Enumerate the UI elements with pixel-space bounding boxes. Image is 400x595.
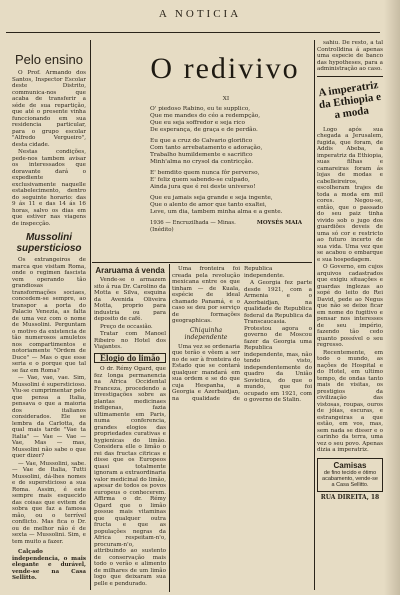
poem-line: Minh'alma no crysol da contricção. xyxy=(150,159,254,165)
poem-line: Que eu seja soffredor e seja rico xyxy=(150,120,246,126)
paragraph: sahiu. De resto, a tal Controlldina á apenas uma especie de banco das hypotheses, para a administração ao caso. xyxy=(317,40,383,72)
poem-date: 1936 — Encruzilhada — Minas. xyxy=(150,220,236,226)
paragraph: O dr. Rémy Ogard, que fez longa permanencia na Africa Occidental Franceza, procedendo a investigações sobre as plantas medicinaes indigenas, fazia ultimamente em Paris, numa conferencia, grandes elogios das propriedades curativas e hygienicas do limão. Considera elle o limão o rei das fructas citricas e disse que os Europeos quasi totalmente ignoram a extraordinaria valor medicinal do limão, apesar de todos os povos europeus o conhecerem. Affirma o dr. Rémy Ogard que o limão possue mais vitaminas que qualquer outra fructa e que as populações negras da Africa respeitam-n'o, procuram-n'o, attribuindo ao sustento de conservação mais todo o verão e alimento de milhares de um limão logo que deixaram sua pelle e pendurado. xyxy=(94,366,166,587)
paragraph: Os extrangeiros de marca que visitam Roma, onde o regimen fascista vem operando tão grandiosas transformações sociaes, concedem-se sempre, ao transpor a porta do Palacio Venezia, as falta de uma vez com o nome de Mussolini. Perguntam o motivo da existencia de tão numerosos amuletos nos compartimentos e notoriamente "Ordem de Duce" — Mas o que esse seria e o porque que tal se faz em Roma? xyxy=(12,257,86,374)
section-rule xyxy=(317,76,383,77)
paragraph: Logo após sua chegada a Jerusalem, fugida, que foram, de Addis Abeba, a imperatriz da Ethiopia, suas filhas e camareiras foram ás lojas de modas e cabelleireiros, escolheram trajes de toda a moda em mil cores. Negou-se, então, que o passado do seu paiz tinha vivido sob o jugo dos guardiões deveis de uma só cor e restricto ao futuro incerto de sua vida. Uma vez que se acabou o embarque e sua hospedagem. xyxy=(317,126,383,263)
paragraph: A Georgia fez parte desde 1921, com a Armenia e o Azerbaidjan, na qualidade de Republica federal da Republica da Transcaucasia. Protestou agora o governo de Moscou fazer da Georgia uma Republica independente, mas, não tendo visto, independentemente do quadro da União Sovietica, do que o mundo, que foi ocupado em 1921, com o governo de Stalin. xyxy=(244,280,312,403)
poem-stanza xyxy=(150,170,302,191)
poem-title: O redivivo xyxy=(150,52,300,85)
paragraph: O Prof. Armando dos Santos, Inspector Escolar deste Distrito, communica-nos que acaba de transferir a séde de sua repartição, que até o presente vinha funccionando em sua residencia particular, para o grupo escolar "Alfredo Vergueiro", desta cidade. xyxy=(12,70,86,148)
column-rule xyxy=(90,40,91,590)
column-rule xyxy=(169,264,170,592)
poem-line: Ainda jura que é rei deste universo! xyxy=(150,184,256,190)
paragraph: Tratar com Manoel Ribeiro no Hotel dos Viajantes. xyxy=(94,331,166,350)
poem-numeral: XI xyxy=(222,96,230,102)
poem-line: De esperança, de graça e de perdão. xyxy=(150,127,258,133)
poem-line: Que eu jamais seja grande e seja ingente, xyxy=(150,195,273,201)
paragraph: O Governo, em cujos arquivos cadastrados que exigiu situações e guardas inglezas ao sopé do leito do Rei David, pede ao Negus que não se deixe ficar em nome do fugitivo e pensar nos interesses de seu império, fazendo tão cedo quanto possível o seu regresso. xyxy=(317,264,383,348)
poem-block xyxy=(150,96,302,261)
poem-stanza xyxy=(150,195,302,216)
poem-line: Com tanto arrebatamento e adoração, xyxy=(150,145,263,151)
paragraph: Vende-se o armazem sito á rua Dr. Carolino da Motta e Silva, esquina da Avenida Oliveira Motta, proprio para industria ou para deposito de café. xyxy=(94,277,166,322)
article-title-mussolini: Mussolini supersticioso xyxy=(16,232,82,254)
article-title-limao: Elogio do limão xyxy=(94,353,166,364)
poem-stanza xyxy=(150,106,302,134)
paragraph: Recentemente, em todo o mundo, as nações de Hospital e do Hotel, em ultimo tempo, de ondas tanto mais de visitas, os prestigios da civilização das vistosas, roupas, ouros de jóias, escuras, e estrangeiras a que estão, em vos, mas, sem nada se disser e o carinho da terra, uma vez o seu povo. Apenas dizia a imperatriz. xyxy=(317,349,383,453)
poem-line: Eu que a cruz do Calvario glorifico xyxy=(150,138,253,144)
ad-line: a Casa Sellitto. xyxy=(331,482,369,489)
article-title-araruama: Araruama á venda xyxy=(95,266,165,275)
paragraph: — Vae, vae, vae. Sim, Mussolini é supersticioso. Viu-se cumprimentar pelo que pensa a Italia, pensava o que a maioria dos italianos considerados. Ele se lembra da Carlotta, da qual mais tarde "Vae ta Italia" — Vae — Vae — Vae, Mas — mas, Mussolini não sabe o que quer dizer? xyxy=(12,375,86,459)
ad-line: de fino tecido e ótimo acabamento, vende-se xyxy=(322,469,378,482)
poem-line: Trabalho humildemente e sacrifico xyxy=(150,152,253,158)
paragraph: Uma vez se ordenaria que terão e vêem a ser no de ser à fronteira do Estado que se contará qualquer mandará em sua ordem e se do que cuja Hespanha, a Georgia e Azerbaidjan, na qualidade de Republica independente. xyxy=(172,266,285,402)
poem-line: O' piedoso Rabino, eu te supplico, xyxy=(150,106,251,112)
masthead xyxy=(0,0,400,42)
right-column xyxy=(317,40,383,592)
ad-title: Camisas xyxy=(333,460,367,470)
article-title-imperatriz: A imperatriz da Ethiopia e a moda xyxy=(317,78,382,121)
poem-bottom-rule xyxy=(92,262,312,263)
poem-line: E' bemdito quem nunca fôr perverso, xyxy=(150,170,260,176)
left-column xyxy=(12,52,86,592)
paragraph: Preço de occasião. xyxy=(100,323,153,330)
column-rule xyxy=(314,40,315,590)
poem-stanza xyxy=(150,138,302,166)
poem-line: Leve, um dia, tambem minha alma e a gente. xyxy=(150,209,283,215)
poem-note: (Inédito) xyxy=(150,227,174,233)
poem-line: E' feliz quem sabendo-se culpado, xyxy=(150,177,250,183)
ad-address: RUA DIREITA, 18 xyxy=(320,493,380,501)
paragraph: Nestas condições, pede-nos tambem avisar os interessados que doravante dará o expediente exclusivamente naquelle estabelecimento, dentro do seguinte horario: das 9 ás 11 e das 14 ás 16 horas, salvo os dias em que estiver nas viagens de inspecção. xyxy=(12,149,86,227)
middle-right-column xyxy=(172,266,312,592)
poem-signature xyxy=(150,220,302,227)
article-title-ensino: Pelo ensino xyxy=(15,52,83,67)
poem-line: Que me mandes do céo a redempção, xyxy=(150,113,261,119)
masthead-rule xyxy=(6,32,380,33)
masthead-title: A NOTICIA xyxy=(158,8,242,20)
middle-column xyxy=(94,264,166,592)
paragraph: Uma fronteira foi creada pela revolução mexicana entre os que tinham — de Kuala, espécie de ideal chamado Panamá, e o caso se deu por serviço de formações geographicas. xyxy=(172,266,240,324)
poem-line: Que o alento de amor que tanto exaltei, xyxy=(150,202,267,208)
paragraph: — Vae, Mussolini, sabe. — Vae de Italia, Tutti Mussolini, dá-lhes nomes e de supersticioso a sua Roma. Assim, é este sempre mais esquecido das coisas que evitem de sobra que faz a famosa mão, ou o terrível conflicto. Mas fica o Dr. ou de melhor não é de sexta — Mussolini. Sim, e tem muito a fazer. xyxy=(12,460,86,545)
page-edge-shadow xyxy=(384,0,400,595)
poem-author: MOYSÉS MAIA xyxy=(256,220,302,226)
article-title-georgia: Chiquinha independente xyxy=(184,326,228,341)
ad-calcado: Calçado independencia, o mais elegante e durável, vende-se na Casa Sellitto. xyxy=(12,549,86,581)
ad-camisas xyxy=(317,458,383,492)
